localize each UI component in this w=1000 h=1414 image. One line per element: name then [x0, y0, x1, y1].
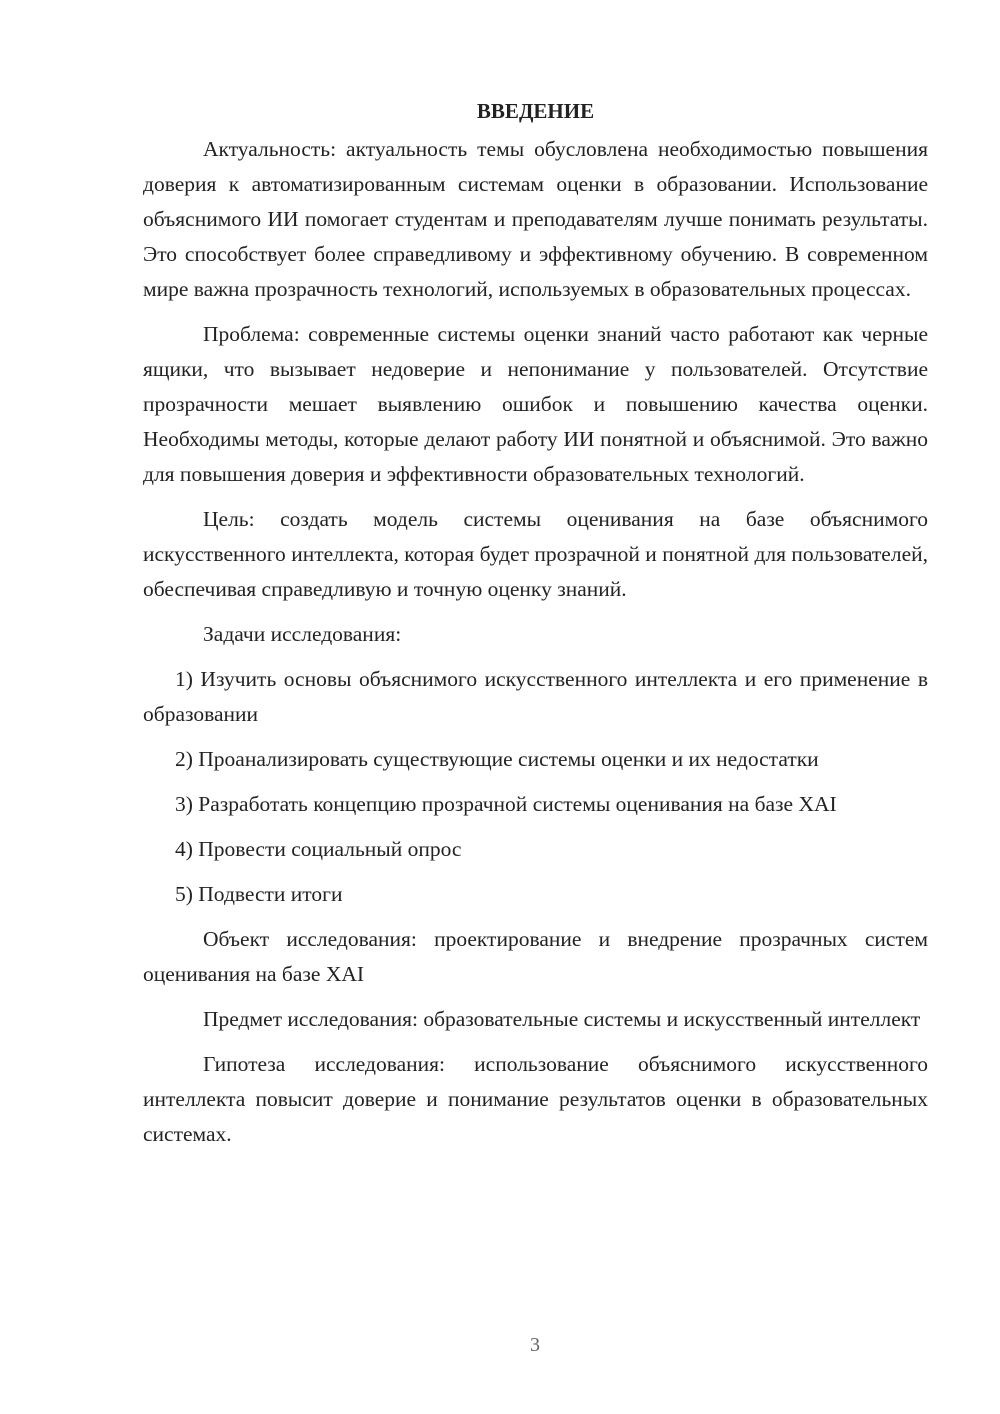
goal-paragraph: Цель: создать модель системы оценивания на базе объяснимого искусственного интеллекта, которая будет прозрачной и понятной для пользователей, обеспечивая справедливую и точную оценку знаний. — [143, 507, 928, 601]
page-body — [143, 96, 928, 1162]
relevance-paragraph: Актуальность: актуальность темы обусловлена необходимостью повышения доверия к автоматизированным системам оценки в образовании. Использование объяснимого ИИ помогает студентам и преподавателям лучше понимать результаты. Это способствует более справедливому и эффективному обучению. В современном мире важна прозрачность технологий, используемых в образовательных процессах. — [143, 137, 928, 301]
page-title: ВВЕДЕНИЕ — [476, 99, 595, 123]
list-item: 2) Проанализировать существующие системы оценки и их недостатки — [175, 747, 819, 771]
list-item: 5) Подвести итоги — [175, 882, 343, 906]
tasks-heading: Задачи исследования: — [203, 622, 402, 646]
list-item: 4) Провести социальный опрос — [175, 837, 462, 861]
list-item: 3) Разработать концепцию прозрачной системы оценивания на базе XAI — [175, 792, 837, 816]
problem-paragraph: Проблема: современные системы оценки знаний часто работают как черные ящики, что вызывает недоверие и непонимание у пользователей. Отсутствие прозрачности мешает выявлению ошибок и повышению качества оценки. Необходимы методы, которые делают работу ИИ понятной и объяснимой. Это важно для повышения доверия и эффективности образовательных технологий. — [143, 322, 928, 486]
hypothesis-paragraph: Гипотеза исследования: использование объяснимого искусственного интеллекта повысит доверие и понимание результатов оценки в образовательных системах. — [143, 1052, 928, 1146]
object-paragraph: Объект исследования: проектирование и внедрение прозрачных систем оценивания на базе XAI — [143, 927, 928, 986]
tasks-list — [143, 662, 928, 912]
page-number: 3 — [530, 1334, 540, 1356]
list-item: 1) Изучить основы объяснимого искусственного интеллекта и его применение в образовании — [143, 667, 928, 726]
subject-paragraph: Предмет исследования: образовательные системы и искусственный интеллект — [203, 1007, 921, 1031]
